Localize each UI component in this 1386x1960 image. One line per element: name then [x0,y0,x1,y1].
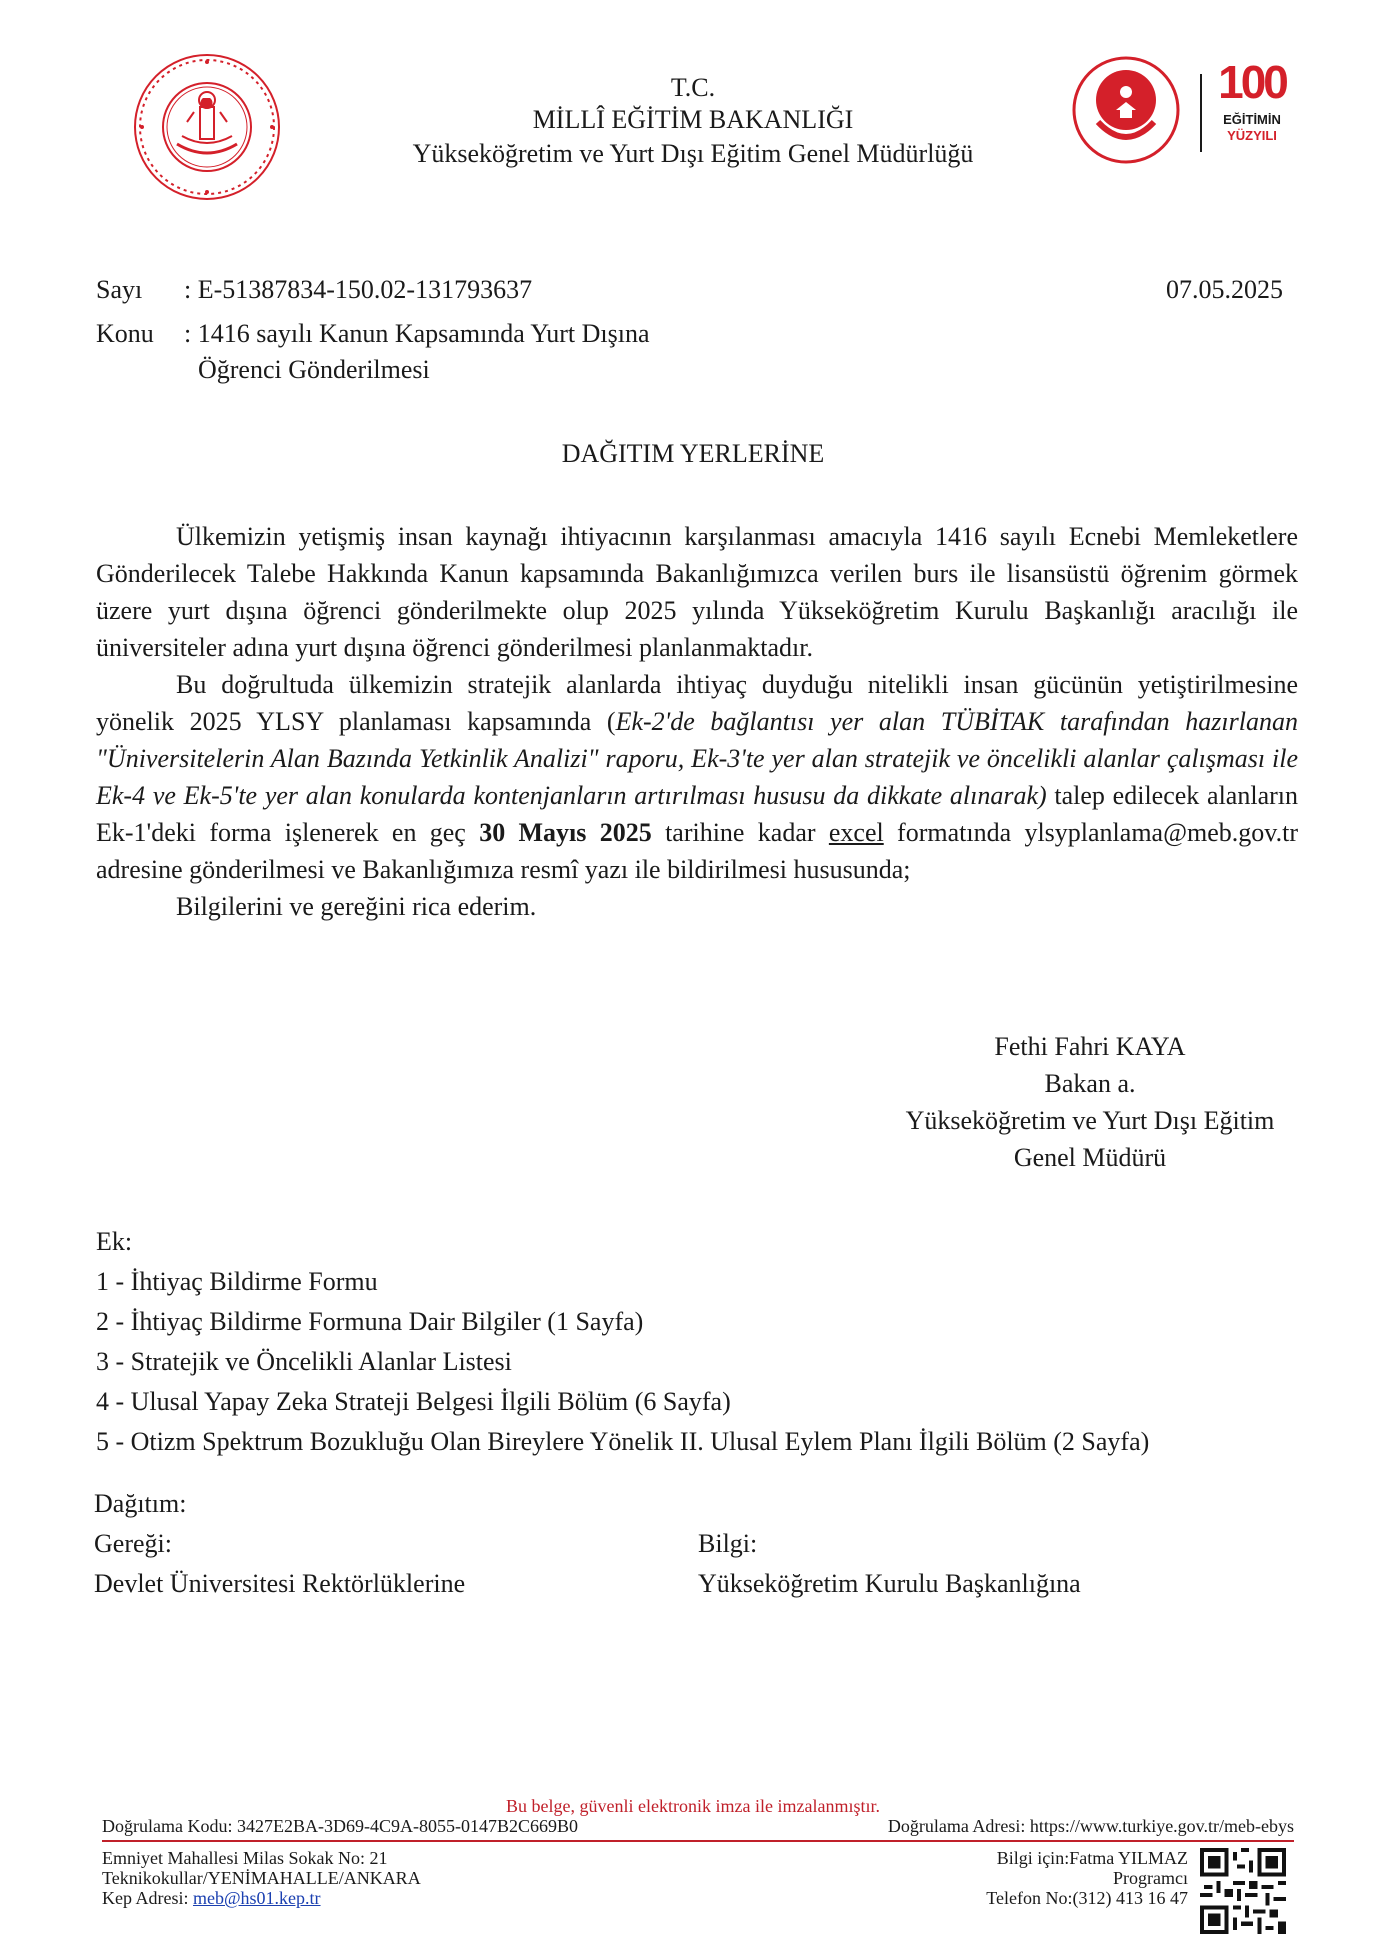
geregi-value: Devlet Üniversitesi Rektörlüklerine [94,1569,466,1598]
deadline-date: 30 Mayıs 2025 [479,818,652,847]
paragraph-2 [96,666,1298,888]
century-logo [1212,58,1292,168]
century-divider [1200,74,1202,152]
attachment-item: 3 - Stratejik ve Öncelikli Alanlar Listesi [96,1347,512,1376]
contact-name: Bilgi için:Fatma YILMAZ [996,1848,1188,1868]
verification-code: Doğrulama Kodu: 3427E2BA-3D69-4C9A-8055-0147B2C669B0 [102,1816,578,1836]
paragraph-3: Bilgilerini ve gereğini rica ederim. [176,892,537,921]
geregi-label: Gereği: [94,1529,172,1558]
letter-body [96,518,1298,925]
attachments-list [96,1222,1149,1462]
p2-text-d: formatında ylsyplanlama@meb.gov.tr adresine gönderilmesi ve Bakanlığımıza resmî yazı ile bildirilmesi hususunda; [96,818,1298,884]
header-ministry: MİLLÎ EĞİTİM BAKANLIĞI [532,105,854,134]
document-date: 07.05.2025 [1166,275,1283,304]
konu-label: Konu [96,319,154,348]
address-line-1: Emniyet Mahallesi Milas Sokak No: 21 [102,1848,388,1868]
bilgi-value: Yükseköğretim Kurulu Başkanlığına [698,1569,1081,1598]
century-line1: EĞİTİMİN [1223,112,1281,127]
aile-yili-logo [1068,52,1190,174]
kep-label: Kep Adresi: [102,1888,193,1908]
konu-value-line2: Öğrenci Gönderilmesi [198,355,430,384]
century-line2: YÜZYILI [1227,128,1277,143]
attachments-label: Ek: [96,1227,133,1256]
p2-text-c: tarihine kadar [651,818,829,847]
excel-word: excel [828,818,884,847]
paragraph-1: Ülkemizin yetişmiş insan kaynağı ihtiyacının karşılanması amacıyla 1416 sayılı Ecnebi Memleketlere Gönderilecek Talebe Hakkında Kanun kapsamında Bakanlığımızca verilen burs ile lisansüstü öğrenim görmek üzere yurt dışına öğrenci gönderilmekte olup 2025 yılında Yükseköğretim Kurulu Başkanlığı aracılığı ile üniversiteler adına yurt dışına öğrenci gönderilmesi planlanmaktadır. [96,522,1298,662]
p2-italic: Ek-2'de bağlantısı yer alan TÜBİTAK tarafından hazırlanan "Üniversitelerin Alan Bazında Yetkinlik Analizi" raporu, Ek-3'te yer alan stratejik ve öncelikli alanlar çalışması ile Ek-4 ve Ek-5'te yer alan konularda kontenjanların artırılması hususu da dikkate alınarak) [96,707,1298,810]
attachment-item: 4 - Ulusal Yapay Zeka Strateji Belgesi İlgili Bölüm (6 Sayfa) [96,1387,731,1416]
attachment-item: 2 - İhtiyaç Bildirme Formuna Dair Bilgiler (1 Sayfa) [96,1307,644,1336]
bilgi-label: Bilgi: [698,1529,758,1558]
century-number: 100 [1218,56,1286,108]
verification-address: Doğrulama Adresi: https://www.turkiye.gov.tr/meb-ebys [887,1816,1294,1836]
family-year-icon [1068,52,1190,174]
address-line-2: Teknikokullar/YENİMAHALLE/ANKARA [102,1868,421,1888]
addressee: DAĞITIM YERLERİNE [561,439,825,468]
signatory-name: Fethi Fahri KAYA [994,1032,1186,1061]
kep-link[interactable]: meb@hs01.kep.tr [192,1888,321,1908]
esign-notice: Bu belge, güvenli elektronik imza ile imzalanmıştır. [506,1796,880,1816]
header-directorate: Yükseköğretim ve Yurt Dışı Eğitim Genel Müdürlüğü [412,139,974,168]
contact-title: Programcı [1113,1868,1188,1888]
attachment-item: 5 - Otizm Spektrum Bozukluğu Olan Bireylere Yönelik II. Ulusal Eylem Planı İlgili Bölüm (2 Sayfa) [96,1427,1150,1456]
distribution-label: Dağıtım: [94,1489,187,1518]
attachment-item: 1 - İhtiyaç Bildirme Formu [96,1267,378,1296]
kep-address [102,1888,321,1909]
signature-block [880,1028,1300,1176]
p2-text-a: Bu doğrultuda ülkemizin stratejik alanlarda ihtiyaç duyduğu nitelikli insan gücünün yetiştirilmesine yönelik 2025 YLSY planlaması kapsamında ( [96,670,1298,736]
contact-phone: Telefon No:(312) 413 16 47 [986,1888,1188,1908]
signatory-title-3: Genel Müdürü [1013,1143,1167,1172]
signatory-title-1: Bakan a. [1044,1069,1136,1098]
header-line-tc: T.C. [670,73,716,102]
qr-code-icon [1200,1848,1286,1934]
sayi-value: : E-51387834-150.02-131793637 [184,275,533,304]
konu-value-line1: : 1416 sayılı Kanun Kapsamında Yurt Dışına [184,319,650,348]
signatory-title-2: Yükseköğretim ve Yurt Dışı Eğitim [905,1106,1275,1135]
p2-text-b: talep edilecek alanların Ek-1'deki forma işlenerek en geç [96,781,1298,847]
footer-divider [102,1840,1294,1842]
sayi-label: Sayı [96,275,143,304]
